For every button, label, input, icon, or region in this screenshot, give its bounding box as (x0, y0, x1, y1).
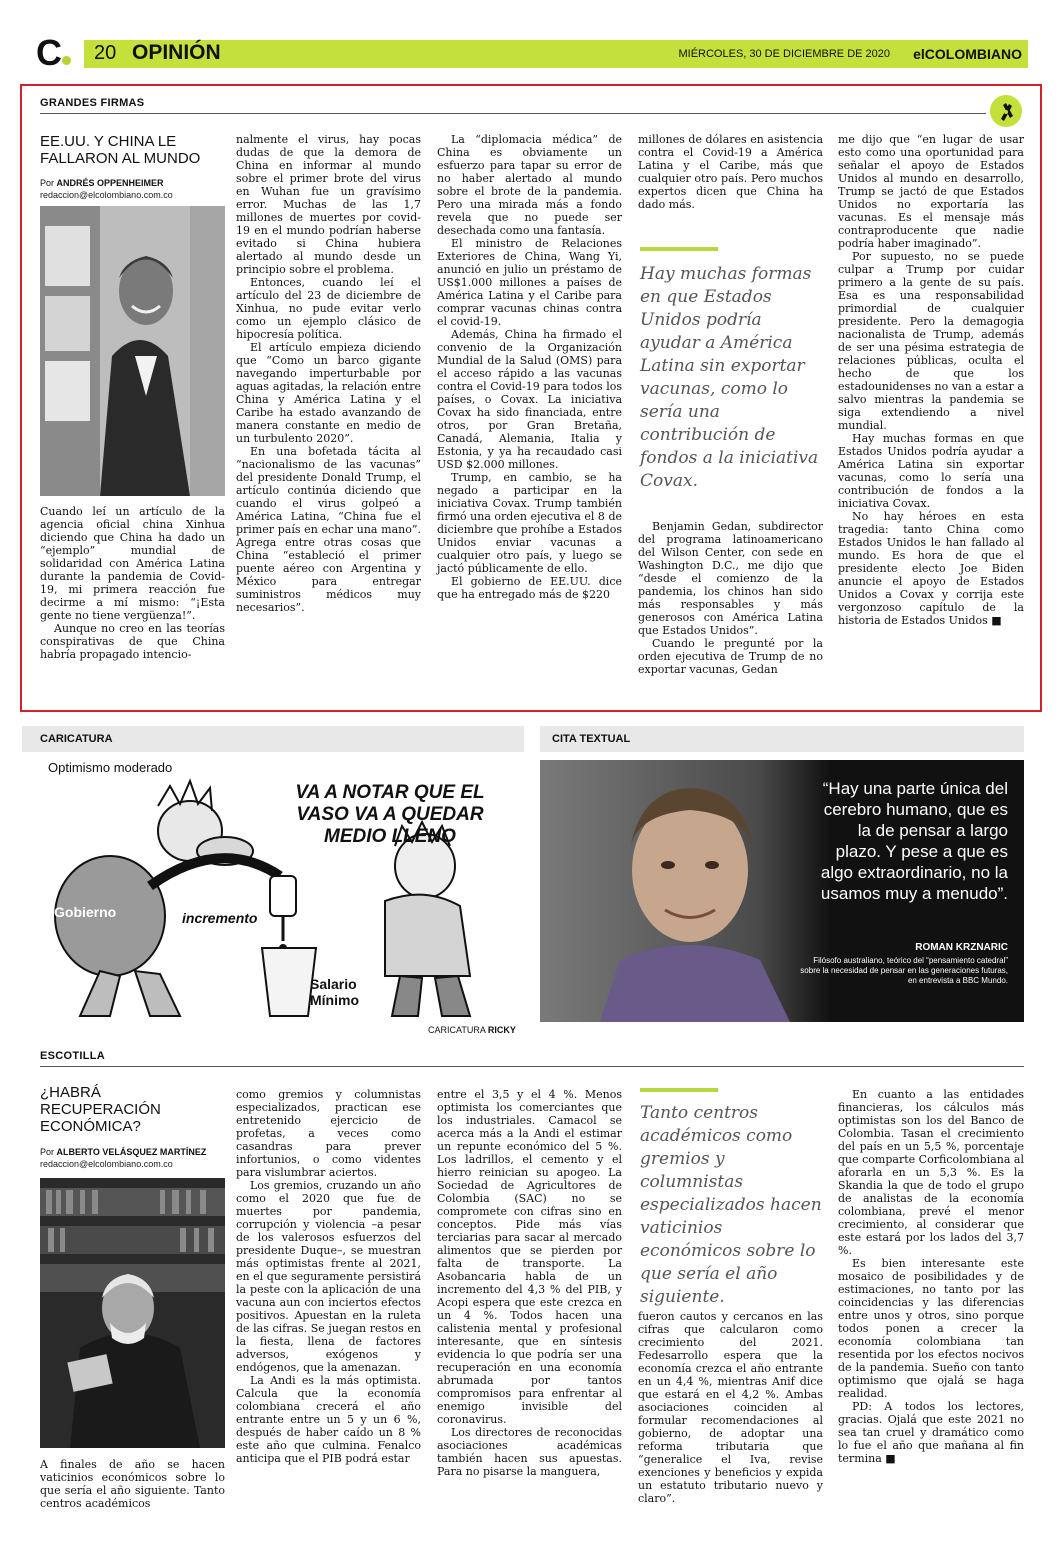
article-column-4-top (638, 133, 823, 211)
section-label-caricatura: CARICATURA (40, 733, 113, 745)
paragraph: fueron cautos y cercanos en las cifras que calcularon como crecimiento del 2021. Fedesarrollo espera que la economía crezca el año entrante en un 4,4 %, mientras Anif dice que estará en el 4,2 %. Ambas asociaciones coinciden al formular recomendaciones al gobierno, de adoptar una reforma tributaria que “generalice el Iva, revise exenciones y beneficios y expida un estatuto tributario nuevo y claro”. (638, 1310, 823, 1505)
page-number: 20 (94, 42, 117, 64)
page-header (36, 32, 1028, 73)
cartoon-label-salario: Salario Mínimo (310, 976, 359, 1008)
author-photo (40, 1178, 225, 1448)
cartoon-credit (428, 1025, 516, 1035)
logo: C (36, 32, 62, 73)
article-column-1 (40, 1458, 225, 1510)
author-photo (40, 206, 225, 496)
paragraph: El gobierno de EE.UU. dice que ha entregado más de $220 (437, 575, 622, 601)
article-column-3 (437, 133, 622, 601)
paragraph: Además, China ha firmado el convenio de la Organización Mundial de la Salud (OMS) para el acceso rápido a las vacunas contra el Covid-19 para todos los países, o Covax. La iniciativa Covax ha sido financiada, entre otros, por Gran Bretaña, Canadá, Alemania, Italia y Estonia, y ya ha recaudado casi USD $2.000 millones. (437, 328, 622, 471)
section-rule (40, 113, 986, 114)
article-headline: EE.UU. Y CHINA LE FALLARON AL MUNDO (40, 133, 201, 167)
quote-panel (540, 760, 1024, 1022)
author-email: redaccion@elcolombiano.com.co (40, 190, 173, 200)
issue-date: MIÉRCOLES, 30 DE DICIEMBRE DE 2020 (678, 48, 890, 60)
paragraph: millones de dólares en asistencia contra el Covid-19 a América Latina y el Caribe, más que cualquier otro país. Pero muchos expertos dicen que China ha dado más. (638, 133, 823, 211)
pen-emblem-icon (990, 95, 1022, 127)
paragraph: Cuando leí un artículo de la agencia oficial china Xinhua diciendo que China ha dado un “ejemplo” mundial de solidaridad con América Latina durante la pandemia de Covid-19, mi primera reacción fue decirme a mí mismo: “¡Esta gente no tiene vergüenza!”. (40, 505, 225, 622)
paragraph: como gremios y columnistas especializados, practican ese entretenido ejercicio de profetas, a veces como casandras para prever infortunios, o como videntes para vislumbrar aciertos. (236, 1088, 421, 1179)
pull-quote: Hay muchas formas en que Estados Unidos podría ayudar a América Latina sin exportar vacunas, como lo sería una contribución de fondos a la iniciativa Covax. (640, 264, 819, 491)
article-column-3 (437, 1088, 622, 1478)
paragraph: En cuanto a las entidades financieras, los cálculos más optimistas son los del Banco de Colombia. Tasan el crecimiento del país en un 5,5 %, porcentaje que comparte Corficolombiana al aforarla en un 5,3 %. Es la Skandia la que de todo el grupo de analistas de la economía colombiana, prevé el menor crecimiento, al considerar que este estará por los lados del 3,7 %. (838, 1088, 1024, 1257)
section-label-escotilla: ESCOTILLA (40, 1050, 106, 1062)
cartoon-title: Optimismo moderado (48, 760, 173, 775)
paragraph: PD: A todos los lectores, gracias. Ojalá que este 2021 no sea tan cruel y dramático como lo fue el año que mañana al fin termina ■ (838, 1400, 1024, 1465)
paragraph: entre el 3,5 y el 4 %. Menos optimista los comerciantes que los industriales. Camacol se acerca más a la Andi el estimar un repunte económico del 5 %. Los ladrillos, el cemento y el hierro reinician su apogeo. La Sociedad de Agricultores de Colombia (SAC) no se compromete con cifras sino en conceptos. Pide más vías terciarias para sacar al mercado alimentos que se pierden por falta de transporte. La Asobancaria habla de un incremento del 4,3 % del PIB, y Acopi espera que este crezca en un 4 %. Todos hacen una calistenia mental y profesional interesante, que en síntesis evidencia lo que podría ser una recuperación en una economía abrumada por tantos compromisos para enfrentar al enemigo invisible del coronavirus. (437, 1088, 622, 1426)
cartoon-label-incremento: incremento (182, 910, 258, 926)
paragraph: Entonces, cuando leí el artículo del 23 de diciembre de Xinhua, no pude evitar verlo como un ejemplo clásico de hipocresía política. (236, 276, 421, 341)
author-email: redaccion@elcolombiano.com.co (40, 1159, 173, 1169)
paragraph: En una bofetada tácita al “nacionalismo de las vacunas” del presidente Donald Trump, el artículo continúa diciendo que cuando el virus golpeó a América Latina, “China fue el primer país en echar una mano”. Agrega entre otras cosas que China “estableció el primer puente aéreo con Argentina y México para entregar suministros médicos muy necesarios”. (236, 445, 421, 614)
paragraph: La Andi es la más optimista. Calcula que la economía colombiana crecerá el año entrante entre un 5 y un 6 %, después de haber caído un 8 % este año que culmina. Fenalco anticipa que el PIB podrá estar (236, 1374, 421, 1465)
section-label-grandes-firmas: GRANDES FIRMAS (40, 97, 145, 109)
byline-prefix: Por (40, 178, 55, 188)
pullquote-accent (640, 1088, 718, 1092)
cartoon-label-gobierno: Gobierno (54, 904, 117, 920)
pull-quote: Tanto centros académicos como gremios y columnistas especializados hacen vaticinios económicos sobre lo que sería el año siguiente. (640, 1103, 822, 1307)
article-byline (40, 178, 230, 189)
quote-author: ROMAN KRZNARIC (915, 942, 1008, 953)
pullquote-accent (640, 247, 718, 251)
article-column-4-bottom (638, 520, 823, 676)
author-name: ALBERTO VELÁSQUEZ MARTÍNEZ (56, 1147, 207, 1157)
paragraph: Por supuesto, no se puede culpar a Trump por cuidar primero a la gente de su país. Esa es una responsabilidad primordial de cualquier presidente. Pero la demagogia nacionalista de Trump, además de ser una pésima estrategia de relaciones públicas, oculta el hecho de que los estadounidenses no van a estar a salvo mientras la pandemia se siga extendiendo a nivel mundial. (838, 250, 1024, 432)
logo-dot (62, 56, 71, 65)
article-column-4-bottom (638, 1310, 823, 1505)
article-column-5 (838, 1088, 1024, 1465)
paragraph: Trump, en cambio, se ha negado a participar en la iniciativa Covax. Trump también firmó una orden ejecutiva el 8 de diciembre que prohíbe a Estados Unidos enviar vacunas a cualquier otro país, y luego se jactó públicamente de ello. (437, 471, 622, 575)
quote-author-description: Filósofo australiano, teórico del “pensamiento catedral” sobre la necesidad de pensar en las generaciones futuras, en entrevista a BBC Mundo. (800, 956, 1008, 985)
section-bar-cita (540, 726, 1024, 752)
section-rule (40, 1066, 1024, 1067)
paragraph: No hay héroes en esta tragedia: tanto China como Estados Unidos le han fallado al mundo. Es hora de que el presidente electo Joe Biden anuncie el apoyo de Estados Unidos a Covax y corrija este vergonzoso capítulo de la historia de Estados Unidos ■ (838, 510, 1024, 627)
section-title: OPINIÓN (132, 41, 221, 64)
paragraph: Los gremios, cruzando un año como el 2020 que fue de muertes por pandemia, corrupción y violencia –a pesar de los valerosos esfuerzos del presidente Duque–, se muestran más optimistas frente al 2021, en el que seguramente persistirá la peste con la aplicación de una vacuna aun con inciertos efectos positivos. Apuestan en la ruleta de las cifras. Se juegan restos en la fiesta, llena de factores adversos, exógenos y endógenos, que la amenazan. (236, 1179, 421, 1374)
article-byline (40, 1147, 230, 1158)
article-column-1 (40, 505, 225, 661)
credit-name: RICKY (487, 1025, 516, 1035)
paragraph: La “diplomacia médica” de China es obviamente un esfuerzo para tapar su error de no haber alertado al mundo sobre el brote de la pandemia. Pero una mirada más a fondo revela que no puede ser desechada como una fantasía. (437, 133, 622, 237)
paragraph: me dijo que “en lugar de usar esto como una oportunidad para señalar el apoyo de Estados Unidos al mundo en desarrollo, Trump se jactó de que Estados Unidos no exportaría las vacunas. Es el mensaje más contraproducente que nadie podría haber imaginado”. (838, 133, 1024, 250)
paragraph: Benjamin Gedan, subdirector del programa latinoamericano del Wilson Center, con sede en Washington D.C., me dijo que “desde el comienzo de la pandemia, los chinos han sido más responsables y más generosos con América Latina que Estados Unidos”. (638, 520, 823, 637)
paragraph: Aunque no creo en las teorías conspirativas de que China habría propagado intencio- (40, 622, 225, 661)
credit-prefix: CARICATURA (428, 1025, 486, 1035)
paragraph: Los directores de reconocidas asociaciones académicas también hacen sus apuestas. Para no pisarse la manguera, (437, 1426, 622, 1478)
author-name: ANDRÉS OPPENHEIMER (56, 178, 164, 188)
byline-prefix: Por (40, 1147, 55, 1157)
section-label-cita: CITA TEXTUAL (552, 733, 631, 745)
article-headline: ¿HABRÁ RECUPERACIÓN ECONÓMICA? (40, 1084, 161, 1135)
article-column-2 (236, 133, 421, 614)
masthead-name (913, 46, 1022, 62)
paragraph: Cuando le pregunté por la orden ejecutiva de Trump de no exportar vacunas, Gedan (638, 637, 823, 676)
paragraph: A finales de año se hacen vaticinios económicos sobre lo que sería el año siguiente. Tanto centros académicos (40, 1458, 225, 1510)
masthead-prefix: el (913, 46, 925, 62)
paragraph: Hay muchas formas en que Estados Unidos podría ayudar a América Latina sin exportar vacunas, como lo sería una contribución de fondos a la iniciativa Covax. (838, 432, 1024, 510)
quote-text: “Hay una parte única del cerebro humano, que es la de pensar a largo plazo. Y pese a que es algo extraordinario, no la usamos muy a menudo”. (820, 779, 1008, 903)
article-column-5 (838, 133, 1024, 627)
paragraph: nalmente el virus, hay pocas dudas de que la demora de China en informar al mundo sobre el primer brote del virus en Wuhan fue un gravísimo error. Muchas de las 1,7 millones de muertes por covid-19 en el mundo podrían haberse evitado si China hubiera alertado al mundo desde un principio sobre el problema. (236, 133, 421, 276)
article-column-2 (236, 1088, 421, 1465)
section-bar-caricatura (22, 726, 524, 752)
cartoon (40, 776, 524, 1024)
paragraph: El artículo empieza diciendo que “Como un barco gigante navegando imperturbable por aguas agitadas, la relación entre China y América Latina y el Caribe ha estado avanzando de manera constante en medio de un turbulento 2020”. (236, 341, 421, 445)
paragraph: El ministro de Relaciones Exteriores de China, Wang Yi, anunció en julio un préstamo de US$1.000 millones a países de América Latina y el Caribe para comprar vacunas chinas contra el covid-19. (437, 237, 622, 328)
masthead-main: COLOMBIANO (924, 46, 1022, 62)
cartoon-speech: VA A NOTAR QUE EL VASO VA A QUEDAR MEDIO LLENO (295, 782, 485, 847)
paragraph: Es bien interesante este mosaico de posibilidades y de estimaciones, no tanto por las coincidencias y las diferencias entre unos y otros, sino porque todos ponen a crecer la economía colombiana tan resentida por los efectos nocivos de la pandemia. Sueño con tanto optimismo que ojalá se haga realidad. (838, 1257, 1024, 1400)
